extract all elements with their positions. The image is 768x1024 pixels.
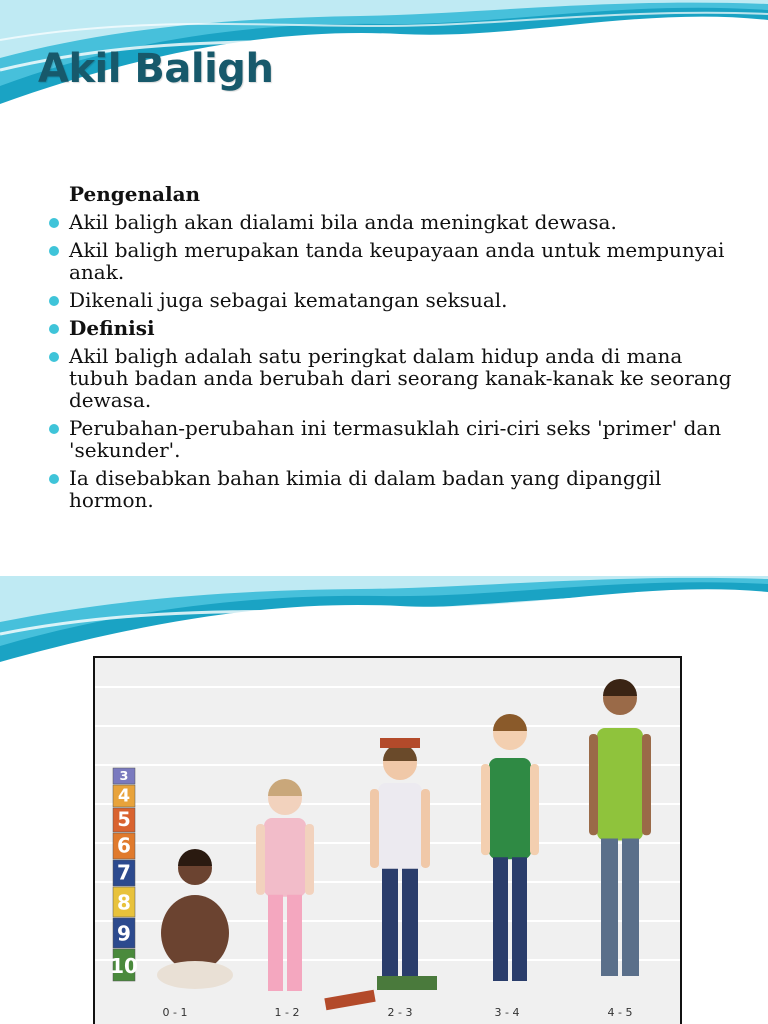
child-arm — [370, 789, 379, 868]
bullet-item — [48, 211, 738, 233]
child-hair — [493, 714, 527, 731]
bullet-item — [48, 417, 738, 461]
child-leg — [601, 839, 618, 977]
bullet-item — [48, 239, 738, 283]
child-diaper — [157, 961, 233, 989]
bullet-dot-icon — [49, 424, 59, 434]
bullet-text: Dikenali juga sebagai kematangan seksual. — [69, 288, 508, 312]
child-shirt — [378, 783, 422, 871]
number-block-label: 3 — [119, 769, 129, 784]
age-label: 4 - 5 — [607, 1006, 633, 1019]
child-shirt — [264, 818, 306, 897]
bullet-dot-icon — [49, 296, 59, 306]
age-label: 2 - 3 — [387, 1006, 413, 1019]
children-growth-photo — [93, 656, 682, 1024]
child-leg — [493, 857, 508, 981]
heading-text: Pengenalan — [69, 182, 201, 206]
child-leg — [382, 869, 398, 976]
bullet-item — [48, 345, 738, 411]
number-block-label: 9 — [117, 921, 131, 946]
child-figure — [370, 744, 430, 976]
section-heading — [48, 183, 738, 205]
child-shirt — [597, 728, 643, 841]
wave-header-decoration — [0, 576, 768, 666]
number-block-label: 5 — [117, 808, 131, 831]
bullet-dot-icon — [49, 352, 59, 362]
bullet-text: Akil baligh merupakan tanda keupayaan anda untuk mempunyai anak. — [69, 238, 725, 284]
child-hair — [268, 779, 302, 796]
child-body — [161, 895, 229, 971]
child-arm — [421, 789, 430, 868]
book — [324, 990, 375, 1011]
age-label: 0 - 1 — [162, 1006, 188, 1019]
child-arm — [256, 824, 265, 895]
child-figure — [157, 849, 233, 989]
child-figure — [589, 679, 651, 976]
book-on-head — [380, 738, 420, 748]
grid-line — [95, 725, 682, 727]
bullet-text: Ia disebabkan bahan kimia di dalam badan yang dipanggil hormon. — [69, 466, 662, 512]
child-shirt — [489, 758, 531, 859]
child-hair — [603, 679, 637, 696]
bullet-text: Akil baligh akan dialami bila anda meningkat dewasa. — [69, 210, 617, 234]
bullet-text: Perubahan-perubahan ini termasuklah ciri-ciri seks 'primer' dan 'sekunder'. — [69, 416, 722, 462]
bullet-item — [48, 467, 738, 511]
child-hair — [178, 849, 212, 866]
bullet-dot-icon — [49, 324, 59, 334]
age-label: 1 - 2 — [274, 1006, 300, 1019]
number-block-label: 8 — [117, 890, 131, 915]
child-arm — [481, 764, 490, 855]
child-arm — [305, 824, 314, 895]
child-leg — [622, 839, 639, 977]
child-arm — [589, 734, 598, 835]
child-arm — [530, 764, 539, 855]
child-figure — [481, 714, 539, 981]
bullet-text: Akil baligh adalah satu peringkat dalam hidup anda di mana tubuh badan anda berubah dari seorang kanak-kanak ke seorang dewasa. — [69, 344, 732, 412]
number-block-label: 10 — [110, 954, 138, 978]
child-leg — [402, 869, 418, 976]
child-leg — [268, 895, 283, 991]
growth-photo-svg — [95, 658, 682, 1024]
grid-line — [95, 686, 682, 688]
slide-title: Akil Baligh — [38, 46, 274, 92]
bullet-dot-icon — [49, 218, 59, 228]
child-leg — [287, 895, 302, 991]
bullet-dot-icon — [49, 246, 59, 256]
child-leg — [512, 857, 527, 981]
number-block-label: 6 — [117, 833, 131, 858]
number-block-label: 7 — [117, 860, 131, 885]
number-block-label: 4 — [117, 786, 131, 807]
book-stack — [377, 976, 437, 990]
slide-content — [48, 183, 738, 517]
bullet-item — [48, 289, 738, 311]
bullet-dot-icon — [49, 474, 59, 484]
bullet-item-heading — [48, 317, 738, 339]
child-arm — [642, 734, 651, 835]
bullet-text: Definisi — [69, 316, 155, 340]
slide-2 — [0, 576, 768, 1024]
age-label: 3 - 4 — [494, 1006, 520, 1019]
